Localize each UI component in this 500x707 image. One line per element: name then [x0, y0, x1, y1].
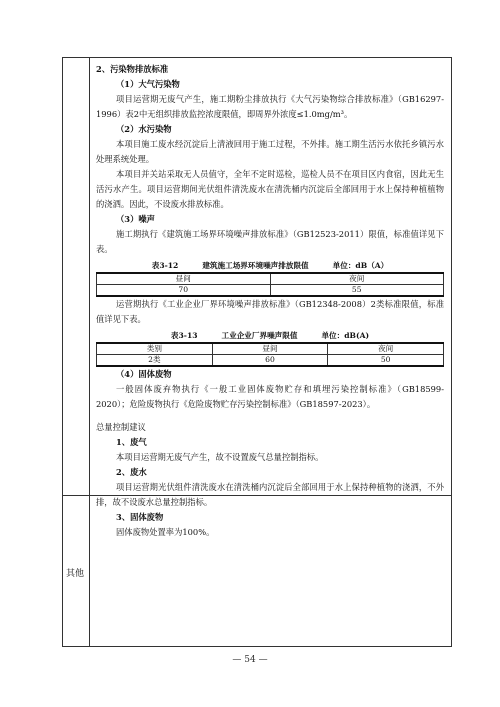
control-solid-title: 3、固体废物	[116, 512, 164, 522]
table1-caption-unit: 单位：dB（A）	[332, 261, 389, 270]
table2-header-class: 类别	[97, 343, 213, 355]
control-gas-title: 1、废气	[116, 437, 147, 447]
table-row	[97, 355, 444, 367]
control-title: 总量控制建议	[96, 422, 146, 432]
table1	[96, 272, 444, 297]
section-pollution-title: 2、污染物排放标准	[96, 64, 169, 74]
control-solid-text: 固体废物处置率为100%。	[116, 527, 215, 537]
noise-text-2: 运营期执行《工业企业厂界环境噪声排放标准》（GB12348-2008）2类标准限值，标准值详见下表。	[96, 299, 444, 324]
table1-value-day: 70	[97, 285, 271, 297]
table2-header-day: 昼间	[212, 343, 328, 355]
table2-caption-unit: 单位：dB(A)	[321, 331, 370, 340]
table1-caption	[96, 260, 444, 271]
control-water-text: 项目运营期光伏组件清洗废水在清洗桶内沉淀后全部回用于水上保持种植物的浇洒，不外排，故不设废水总量控制指标。	[96, 482, 444, 507]
table2-caption-title: 工业企业厂界噪声限值	[221, 331, 298, 340]
table2-value-class: 2类	[97, 355, 213, 367]
table1-header-day: 昼间	[97, 273, 271, 285]
control-gas-text: 本项目运营期无废气产生，故不设置废气总量控制指标。	[116, 452, 324, 462]
water-title: （2）水污染物	[116, 124, 172, 134]
table1-caption-title: 建筑施工场界环境噪声排放限值	[202, 261, 309, 270]
air-title: （1）大气污染物	[116, 79, 180, 89]
table2-header-night: 夜间	[328, 343, 444, 355]
table2-caption-no: 表3-13	[170, 331, 198, 340]
control-water-title: 2、废水	[116, 467, 147, 477]
noise-text-1: 施工期执行《建筑施工场界环境噪声排放标准》（GB12523-2011）限值，标准值详见下表。	[96, 229, 444, 254]
solid-title: （4）固体废物	[116, 369, 172, 379]
table1-value-night: 55	[270, 285, 444, 297]
solid-text: 一般固体废弃物执行《一般工业固体废物贮存和填埋污染控制标准》（GB18599-2020）；危险废物执行《危险废物贮存污染控制标准》（GB18597-2023）。	[96, 384, 444, 409]
table-row	[97, 285, 444, 297]
table2	[96, 342, 444, 367]
table1-caption-no: 表3-12	[151, 261, 179, 270]
table1-header-night: 夜间	[270, 273, 444, 285]
table-row	[97, 343, 444, 355]
water-text-1: 本项目施工废水经沉淀后上清液回用于施工过程，不外排。施工期生活污水依托乡镇污水处理系统处理。	[96, 139, 444, 164]
noise-title: （3）噪声	[116, 214, 155, 224]
table2-value-day: 60	[212, 355, 328, 367]
main-content	[96, 62, 444, 540]
page-number: — 54 —	[232, 655, 268, 665]
side-label-other: 其他	[66, 569, 85, 579]
water-text-2: 本项目并关站采取无人员值守，全年不定时巡检，巡检人员不在项目区内食宿，因此无生活污水产生。项目运营期间光伏组件清洗废水在清洗桶内沉淀后全部回用于水上保持种植植物的浇洒。因此，不设废水排放标准。	[96, 169, 444, 209]
table2-caption	[96, 330, 444, 341]
column-divider	[89, 57, 90, 647]
table-row	[97, 273, 444, 285]
air-text: 项目运营期无废气产生，施工期粉尘排放执行《大气污染物综合排放标准》（GB16297-1996）表2中无组织排放监控浓度限值，即周界外浓度≤1.0mg/m³。	[96, 94, 444, 119]
table2-value-night: 50	[328, 355, 444, 367]
